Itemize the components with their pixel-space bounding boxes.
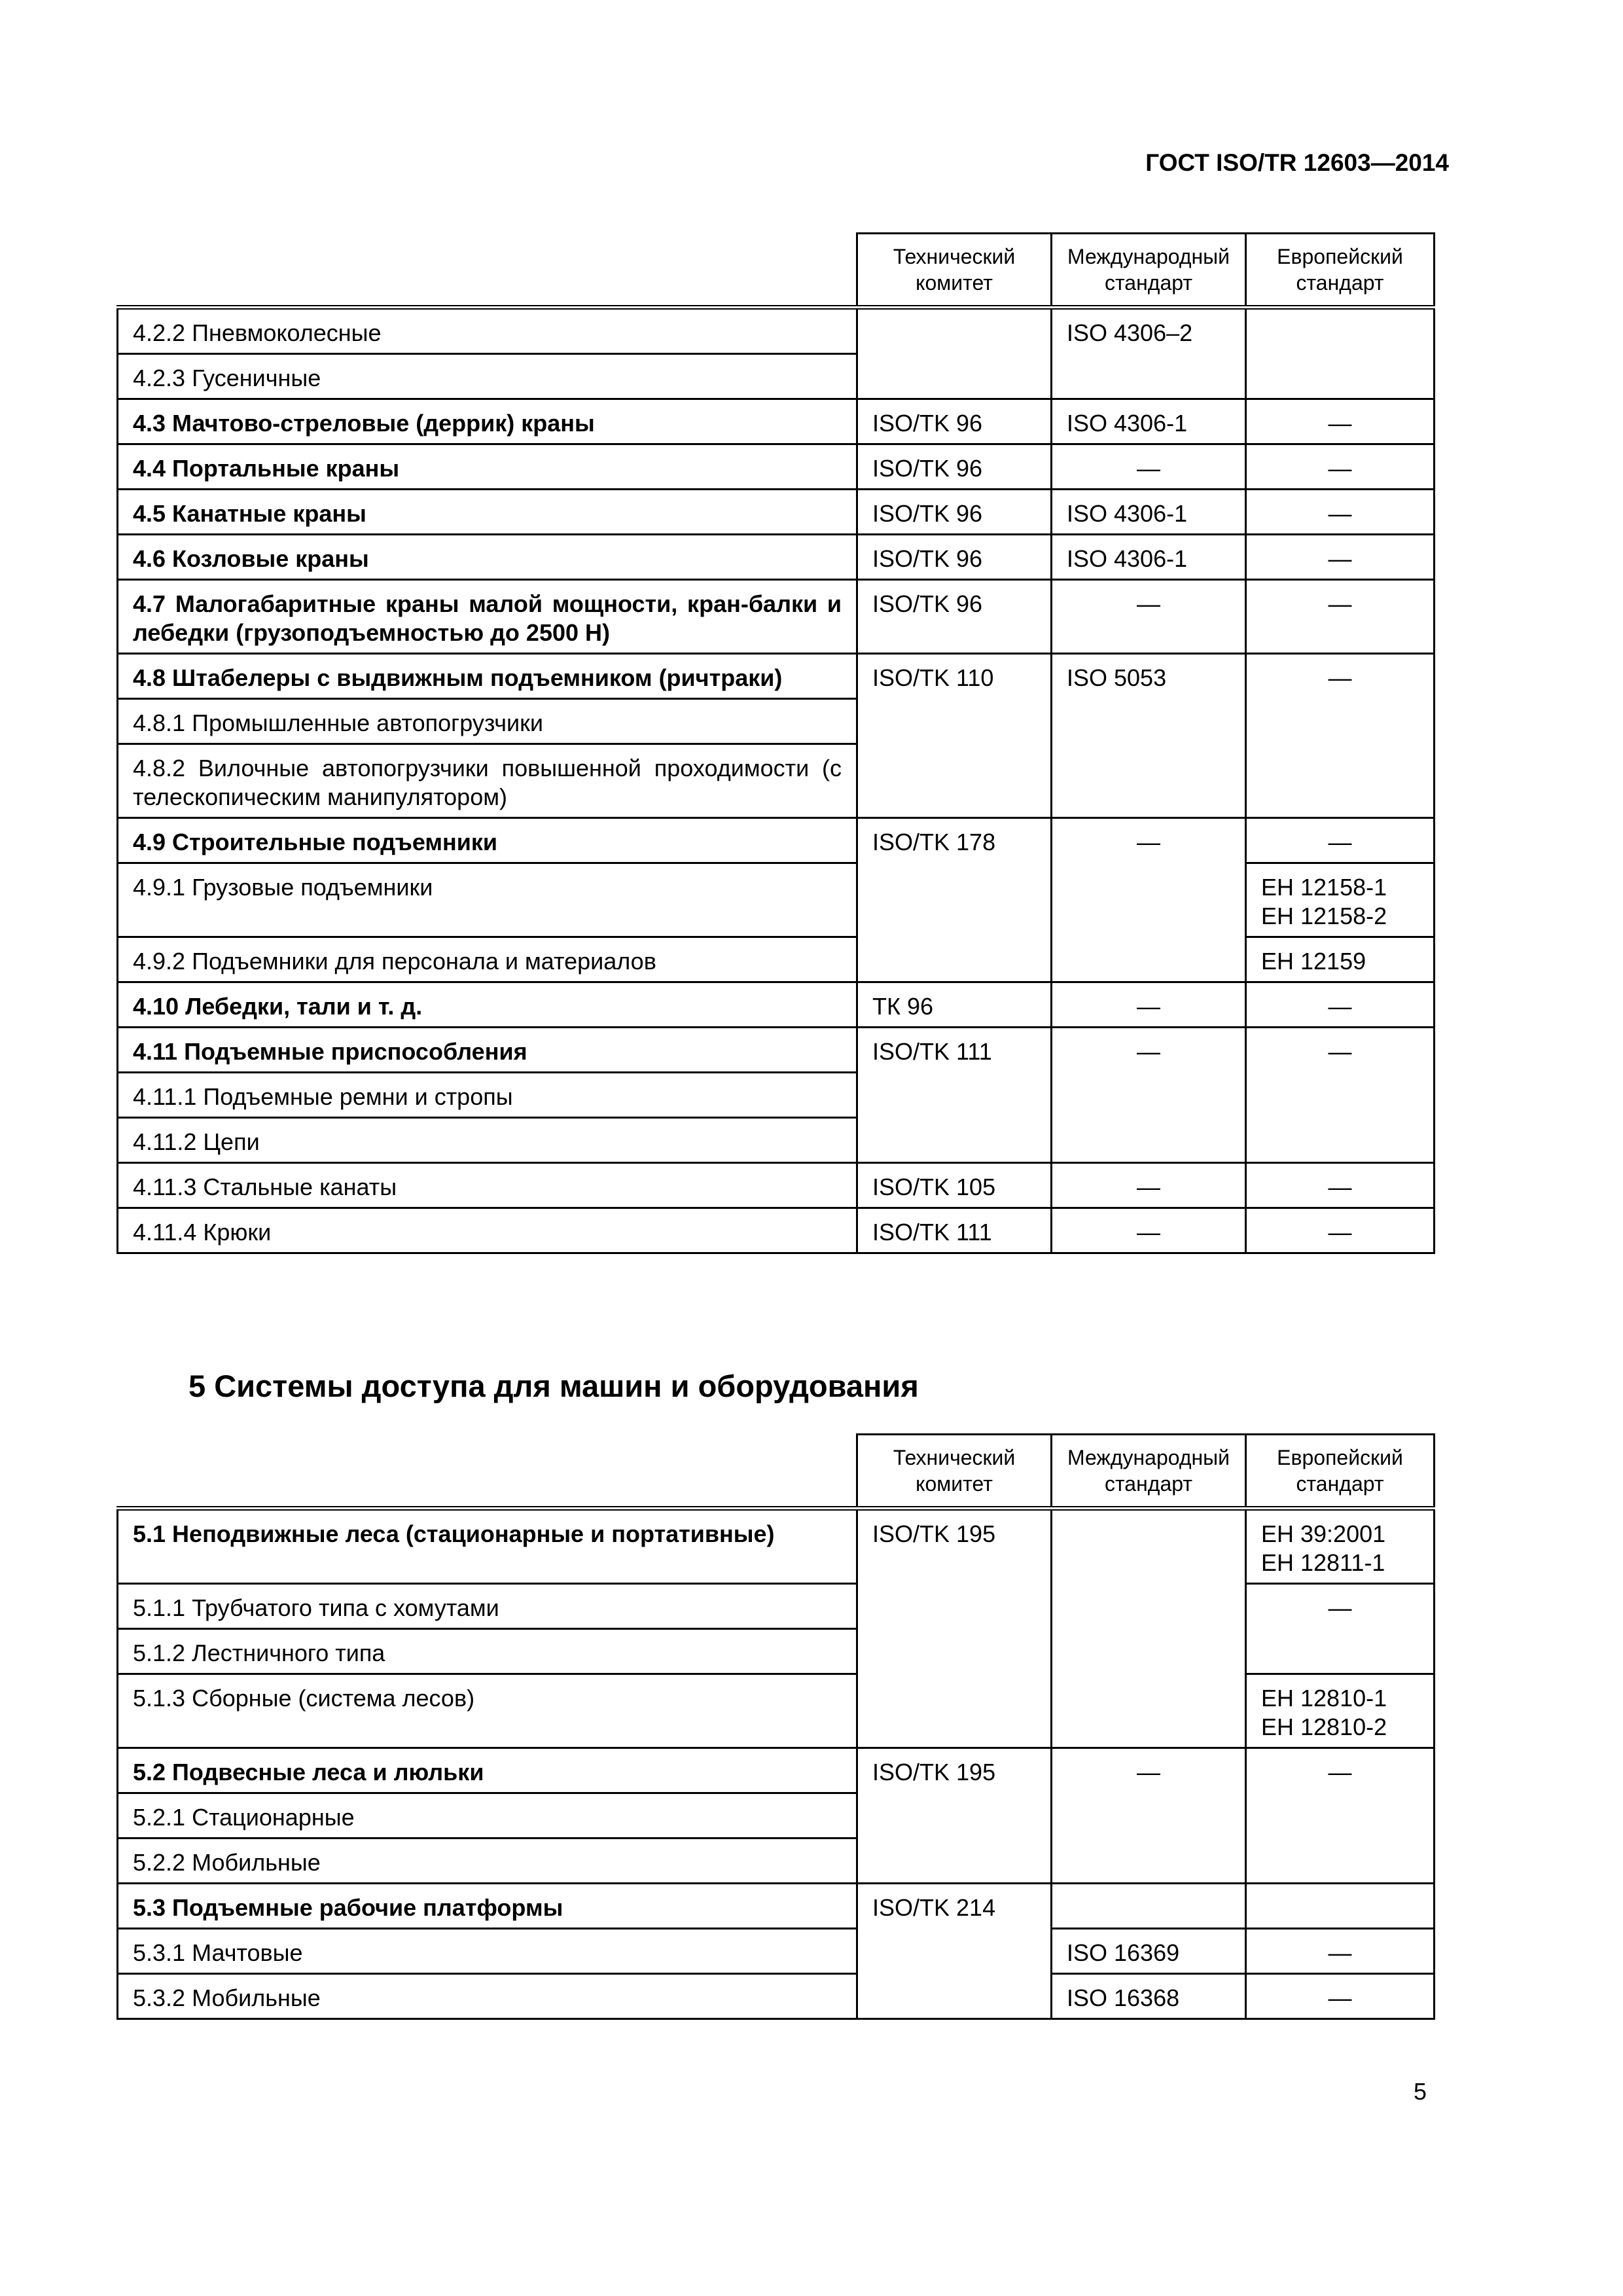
eu-cell: ЕН 39:2001 ЕН 12811-1 [1246,1509,1435,1584]
row-label: 4.9.2 Подъемники для персонала и материалов [118,937,857,982]
committee-cell: ISO/TK 178 [857,818,1052,982]
row-label: 4.11.3 Стальные канаты [118,1163,857,1208]
table-row [118,818,1435,863]
committee-cell: ISO/TK 110 [857,654,1052,818]
row-label: 4.2.3 Гусеничные [118,354,857,399]
page-number: 5 [1413,2078,1427,2105]
row-label: 4.9.1 Грузовые подъемники [118,863,857,937]
row-label: 4.3 Мачтово-стреловые (деррик) краны [118,399,857,444]
table-row [118,580,1435,654]
eu-cell [1246,1884,1435,1929]
table-row [118,1884,1435,1929]
eu-cell: — [1246,1208,1435,1253]
table-row [118,982,1435,1028]
table-row [118,535,1435,580]
row-label: 4.11 Подъемные приспособления [118,1028,857,1073]
committee-cell: ISO/TK 96 [857,580,1052,654]
eu-cell: — [1246,1974,1435,2019]
intl-cell: — [1052,818,1246,982]
intl-cell: — [1052,1748,1246,1884]
intl-cell: ISO 5053 [1052,654,1246,818]
row-label: 5.1.3 Сборные (система лесов) [118,1674,857,1748]
table-row [118,399,1435,444]
intl-cell: — [1052,1028,1246,1163]
row-label: 4.11.2 Цепи [118,1118,857,1163]
row-label: 5.3.2 Мобильные [118,1974,857,2019]
header-european: Европейский стандарт [1246,1435,1435,1509]
row-label: 4.8 Штабелеры с выдвижным подъемником (ричтраки) [118,654,857,699]
row-label: 5.3 Подъемные рабочие платформы [118,1884,857,1929]
intl-cell: — [1052,1208,1246,1253]
intl-cell: ISO 4306–2 [1052,308,1246,399]
intl-cell: ISO 4306-1 [1052,399,1246,444]
table-row [118,1748,1435,1793]
header-blank-cell [118,234,857,308]
header-committee: Технический комитет [857,1435,1052,1509]
row-label: 4.11.1 Подъемные ремни и стропы [118,1073,857,1118]
intl-cell: ISO 16369 [1052,1929,1246,1974]
committee-cell [857,308,1052,399]
table-row [118,654,1435,699]
table-row [118,444,1435,490]
table-row [118,490,1435,535]
row-label: 4.2.2 Пневмоколесные [118,308,857,354]
committee-cell: ISO/TK 105 [857,1163,1052,1208]
committee-cell: ISO/TK 214 [857,1884,1052,2019]
table-row [118,1974,1435,2019]
header-international: Международный стандарт [1052,1435,1246,1509]
eu-cell: — [1246,399,1435,444]
intl-cell: — [1052,444,1246,490]
intl-cell: ISO 4306-1 [1052,535,1246,580]
eu-cell: ЕН 12810-1 ЕН 12810-2 [1246,1674,1435,1748]
eu-cell: — [1246,1584,1435,1674]
row-label: 4.8.1 Промышленные автопогрузчики [118,699,857,744]
row-label: 5.2.2 Мобильные [118,1839,857,1884]
table-row [118,1509,1435,1584]
eu-cell: — [1246,1929,1435,1974]
row-label: 4.9 Строительные подъемники [118,818,857,863]
row-label: 5.1.2 Лестничного типа [118,1629,857,1674]
intl-cell: — [1052,580,1246,654]
row-label: 5.2.1 Стационарные [118,1793,857,1839]
eu-cell: — [1246,535,1435,580]
intl-cell: ISO 4306-1 [1052,490,1246,535]
header-international: Международный стандарт [1052,234,1246,308]
row-label: 4.11.4 Крюки [118,1208,857,1253]
table-row [118,1208,1435,1253]
eu-cell: — [1246,1163,1435,1208]
row-label: 5.3.1 Мачтовые [118,1929,857,1974]
table-row [118,308,1435,354]
header-european: Европейский стандарт [1246,234,1435,308]
row-label: 4.7 Малогабаритные краны малой мощности, кран-балки и лебедки (грузоподъемностью до 2500 Н) [118,580,857,654]
intl-cell: ISO 16368 [1052,1974,1246,2019]
committee-cell: ISO/TK 195 [857,1509,1052,1748]
standards-table-access-systems [116,1433,1435,2020]
header-blank-cell [118,1435,857,1509]
document-header: ГОСТ ISO/TR 12603—2014 [1145,149,1449,176]
eu-cell: ЕН 12158-1 ЕН 12158-2 [1246,863,1435,937]
eu-cell: — [1246,1028,1435,1163]
row-label: 5.1 Неподвижные леса (стационарные и портативные) [118,1509,857,1584]
row-label: 4.4 Портальные краны [118,444,857,490]
table-row [118,1929,1435,1974]
eu-cell: — [1246,818,1435,863]
eu-cell: — [1246,580,1435,654]
intl-cell [1052,1884,1246,1929]
row-label: 4.6 Козловые краны [118,535,857,580]
eu-cell: — [1246,1748,1435,1884]
intl-cell: — [1052,1163,1246,1208]
eu-cell: — [1246,490,1435,535]
eu-cell: — [1246,444,1435,490]
committee-cell: ISO/TK 96 [857,490,1052,535]
committee-cell: ТК 96 [857,982,1052,1028]
committee-cell: ISO/TK 195 [857,1748,1052,1884]
eu-cell [1246,308,1435,399]
committee-cell: ISO/TK 96 [857,399,1052,444]
section-title: 5 Системы доступа для машин и оборудования [188,1369,919,1403]
row-label: 4.5 Канатные краны [118,490,857,535]
eu-cell: ЕН 12159 [1246,937,1435,982]
intl-cell [1052,1509,1246,1748]
row-label: 5.2 Подвесные леса и люльки [118,1748,857,1793]
standards-table-cranes [116,232,1435,1254]
committee-cell: ISO/TK 111 [857,1208,1052,1253]
table-header-row [118,234,1435,308]
eu-cell: — [1246,654,1435,818]
row-label: 4.10 Лебедки, тали и т. д. [118,982,857,1028]
intl-cell: — [1052,982,1246,1028]
header-committee: Технический комитет [857,234,1052,308]
eu-cell: — [1246,982,1435,1028]
committee-cell: ISO/TK 96 [857,535,1052,580]
row-label: 5.1.1 Трубчатого типа с хомутами [118,1584,857,1629]
table-row [118,1163,1435,1208]
table-row [118,1028,1435,1073]
table-header-row [118,1435,1435,1509]
committee-cell: ISO/TK 111 [857,1028,1052,1163]
committee-cell: ISO/TK 96 [857,444,1052,490]
row-label: 4.8.2 Вилочные автопогрузчики повышенной проходимости (с телескопическим манипулятором) [118,744,857,818]
